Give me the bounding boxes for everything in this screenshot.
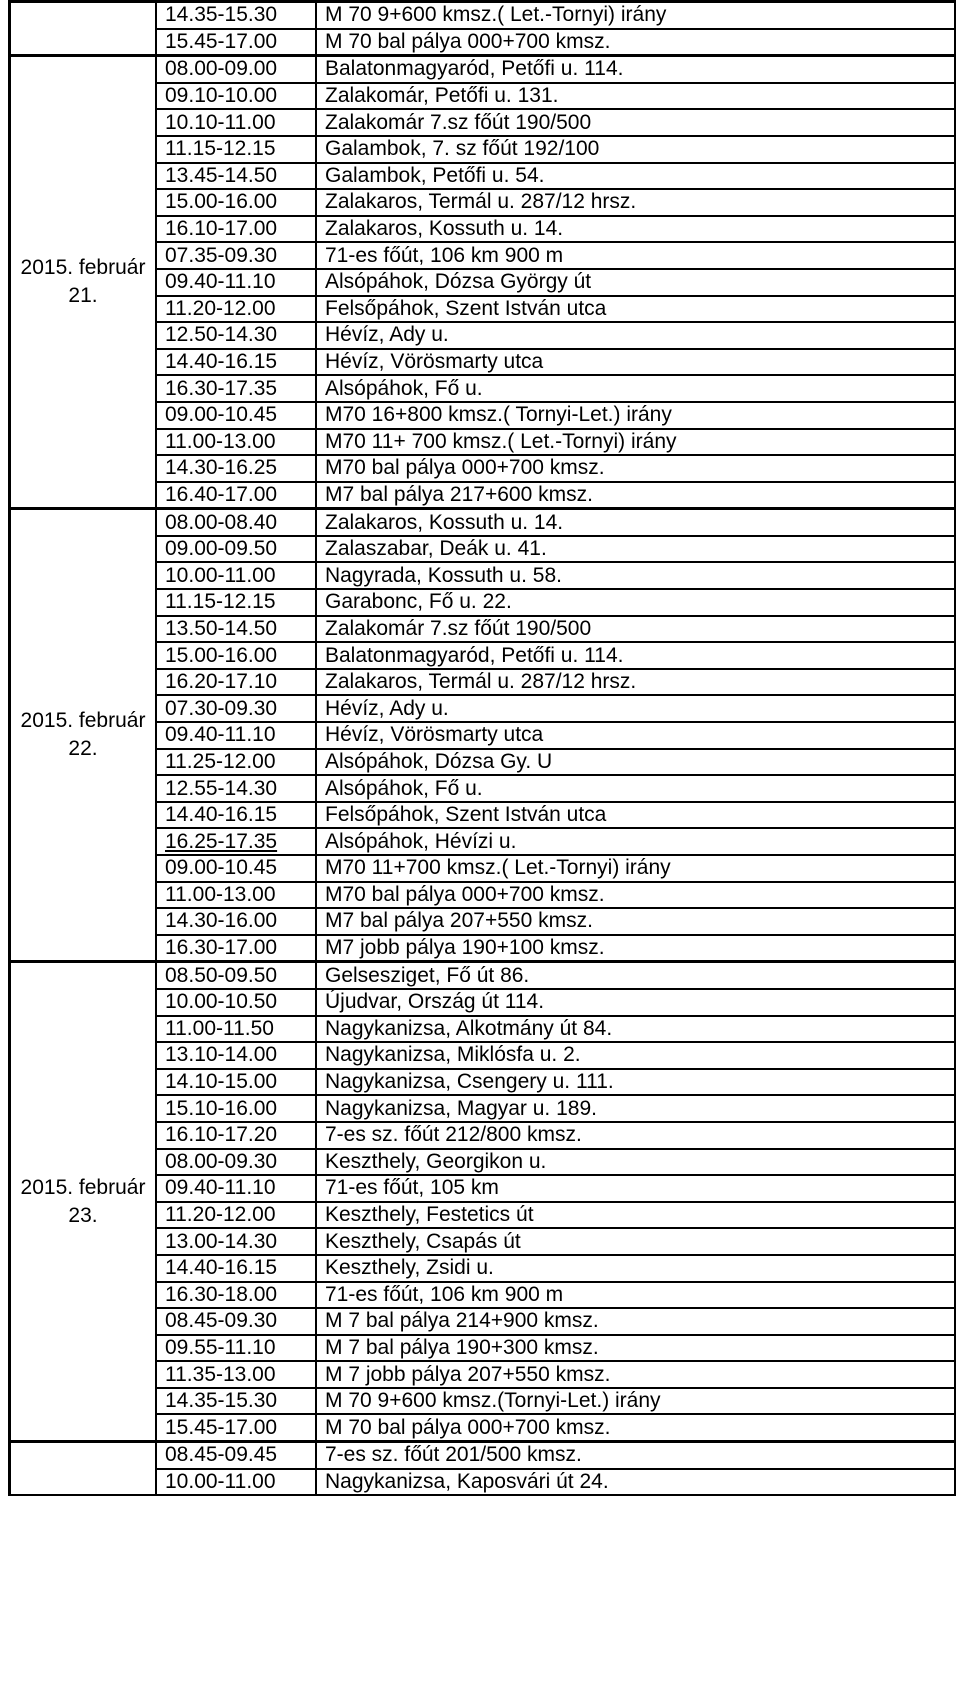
location-cell: M 7 bal pálya 190+300 kmsz. [316, 1335, 955, 1362]
location-cell: Keszthely, Zsidi u. [316, 1255, 955, 1282]
location-cell: Zalakaros, Termál u. 287/12 hrsz. [316, 189, 955, 216]
time-cell: 16.25-17.35 [156, 828, 316, 855]
location-cell: 71-es főút, 106 km 900 m [316, 1282, 955, 1309]
time-cell: 09.00-10.45 [156, 855, 316, 882]
time-cell: 11.35-13.00 [156, 1361, 316, 1388]
time-cell: 15.10-16.00 [156, 1095, 316, 1122]
location-cell: M 70 bal pálya 000+700 kmsz. [316, 1414, 955, 1441]
time-cell: 10.00-11.00 [156, 1469, 316, 1496]
location-cell: M7 bal pálya 207+550 kmsz. [316, 908, 955, 935]
location-cell: Zalakaros, Termál u. 287/12 hrsz. [316, 669, 955, 696]
time-cell: 14.35-15.30 [156, 1388, 316, 1415]
location-cell: Újudvar, Ország út 114. [316, 989, 955, 1016]
location-cell: Keszthely, Csapás út [316, 1228, 955, 1255]
time-cell: 11.00-13.00 [156, 882, 316, 909]
location-cell: Alsópáhok, Dózsa Gy. U [316, 749, 955, 776]
location-cell: Nagykanizsa, Kaposvári út 24. [316, 1469, 955, 1496]
time-cell: 09.10-10.00 [156, 83, 316, 110]
location-cell: Balatonmagyaród, Petőfi u. 114. [316, 56, 955, 83]
location-cell: Hévíz, Ady u. [316, 695, 955, 722]
location-cell: M 70 bal pálya 000+700 kmsz. [316, 29, 955, 56]
time-cell: 14.10-15.00 [156, 1069, 316, 1096]
location-cell: Nagykanizsa, Alkotmány út 84. [316, 1016, 955, 1043]
time-cell: 14.30-16.00 [156, 908, 316, 935]
location-cell: Zalakomár 7.sz főút 190/500 [316, 616, 955, 643]
location-cell: Zalakomár 7.sz főút 190/500 [316, 109, 955, 136]
time-cell: 16.10-17.00 [156, 216, 316, 243]
time-cell: 13.10-14.00 [156, 1042, 316, 1069]
time-cell: 09.40-11.10 [156, 1175, 316, 1202]
time-cell: 07.30-09.30 [156, 695, 316, 722]
location-cell: M7 bal pálya 217+600 kmsz. [316, 482, 955, 509]
time-cell: 12.55-14.30 [156, 775, 316, 802]
time-cell: 14.40-16.15 [156, 802, 316, 829]
time-cell: 16.20-17.10 [156, 669, 316, 696]
time-cell: 09.40-11.10 [156, 722, 316, 749]
location-cell: Nagykanizsa, Csengery u. 111. [316, 1069, 955, 1096]
location-cell: Felsőpáhok, Szent István utca [316, 296, 955, 323]
location-cell: Galambok, Petőfi u. 54. [316, 163, 955, 190]
location-cell: Zalakomár, Petőfi u. 131. [316, 83, 955, 110]
location-cell: 71-es főút, 106 km 900 m [316, 242, 955, 269]
time-cell: 08.45-09.45 [156, 1442, 316, 1469]
location-cell: Zalakaros, Kossuth u. 14. [316, 216, 955, 243]
location-cell: M7 jobb pálya 190+100 kmsz. [316, 935, 955, 962]
location-cell: Galambok, 7. sz főút 192/100 [316, 136, 955, 163]
location-cell: Zalaszabar, Deák u. 41. [316, 536, 955, 563]
date-cell: 2015. február 21. [10, 56, 157, 509]
date-cell [10, 1442, 157, 1496]
time-cell: 13.45-14.50 [156, 163, 316, 190]
time-cell: 16.40-17.00 [156, 482, 316, 509]
time-cell: 11.25-12.00 [156, 749, 316, 776]
location-cell: Alsópáhok, Fő u. [316, 375, 955, 402]
date-cell: 2015. február 23. [10, 962, 157, 1442]
time-cell: 16.30-17.35 [156, 375, 316, 402]
time-cell: 15.45-17.00 [156, 29, 316, 56]
location-cell: Keszthely, Festetics út [316, 1202, 955, 1229]
location-cell: 71-es főút, 105 km [316, 1175, 955, 1202]
schedule-table [8, 0, 956, 1496]
schedule-row [10, 962, 956, 989]
location-cell: Zalakaros, Kossuth u. 14. [316, 509, 955, 536]
time-cell: 15.00-16.00 [156, 642, 316, 669]
time-cell: 16.30-17.00 [156, 935, 316, 962]
date-cell [10, 2, 157, 56]
time-cell: 11.15-12.15 [156, 589, 316, 616]
time-cell: 08.00-08.40 [156, 509, 316, 536]
location-cell: Alsópáhok, Dózsa György út [316, 269, 955, 296]
time-cell: 16.10-17.20 [156, 1122, 316, 1149]
location-cell: M70 16+800 kmsz.( Tornyi-Let.) irány [316, 402, 955, 429]
location-cell: M 7 jobb pálya 207+550 kmsz. [316, 1361, 955, 1388]
location-cell: 7-es sz. főút 212/800 kmsz. [316, 1122, 955, 1149]
schedule-row [10, 56, 956, 83]
time-cell: 07.35-09.30 [156, 242, 316, 269]
time-cell: 11.15-12.15 [156, 136, 316, 163]
time-cell: 14.40-16.15 [156, 349, 316, 376]
schedule-row [10, 509, 956, 536]
time-cell: 10.00-10.50 [156, 989, 316, 1016]
location-cell: Nagyrada, Kossuth u. 58. [316, 562, 955, 589]
location-cell: M70 bal pálya 000+700 kmsz. [316, 882, 955, 909]
time-cell: 10.10-11.00 [156, 109, 316, 136]
location-cell: 7-es sz. főút 201/500 kmsz. [316, 1442, 955, 1469]
time-cell: 09.00-09.50 [156, 536, 316, 563]
time-cell: 09.40-11.10 [156, 269, 316, 296]
time-cell: 11.20-12.00 [156, 296, 316, 323]
time-cell: 14.30-16.25 [156, 455, 316, 482]
schedule-body [10, 2, 956, 1496]
time-cell: 15.45-17.00 [156, 1414, 316, 1441]
time-cell: 08.45-09.30 [156, 1308, 316, 1335]
time-cell: 08.00-09.00 [156, 56, 316, 83]
location-cell: Hévíz, Vörösmarty utca [316, 349, 955, 376]
time-cell: 09.00-10.45 [156, 402, 316, 429]
time-cell: 16.30-18.00 [156, 1282, 316, 1309]
location-cell: Garabonc, Fő u. 22. [316, 589, 955, 616]
location-cell: Hévíz, Ady u. [316, 322, 955, 349]
location-cell: Alsópáhok, Hévízi u. [316, 828, 955, 855]
location-cell: Hévíz, Vörösmarty utca [316, 722, 955, 749]
location-cell: Felsőpáhok, Szent István utca [316, 802, 955, 829]
time-cell: 08.00-09.30 [156, 1149, 316, 1176]
location-cell: M 7 bal pálya 214+900 kmsz. [316, 1308, 955, 1335]
time-cell: 10.00-11.00 [156, 562, 316, 589]
location-cell: M70 11+ 700 kmsz.( Let.-Tornyi) irány [316, 429, 955, 456]
location-cell: Alsópáhok, Fő u. [316, 775, 955, 802]
time-cell: 14.35-15.30 [156, 2, 316, 29]
time-cell: 13.00-14.30 [156, 1228, 316, 1255]
location-cell: M70 bal pálya 000+700 kmsz. [316, 455, 955, 482]
time-cell: 14.40-16.15 [156, 1255, 316, 1282]
time-cell: 08.50-09.50 [156, 962, 316, 989]
location-cell: M 70 9+600 kmsz.(Tornyi-Let.) irány [316, 1388, 955, 1415]
time-cell: 12.50-14.30 [156, 322, 316, 349]
time-cell: 11.20-12.00 [156, 1202, 316, 1229]
location-cell: Balatonmagyaród, Petőfi u. 114. [316, 642, 955, 669]
location-cell: Keszthely, Georgikon u. [316, 1149, 955, 1176]
date-cell: 2015. február 22. [10, 509, 157, 962]
location-cell: M70 11+700 kmsz.( Let.-Tornyi) irány [316, 855, 955, 882]
schedule-row [10, 1442, 956, 1469]
time-cell: 11.00-13.00 [156, 429, 316, 456]
location-cell: Gelsesziget, Fő út 86. [316, 962, 955, 989]
time-cell: 15.00-16.00 [156, 189, 316, 216]
time-cell: 11.00-11.50 [156, 1016, 316, 1043]
location-cell: Nagykanizsa, Miklósfa u. 2. [316, 1042, 955, 1069]
time-cell: 13.50-14.50 [156, 616, 316, 643]
time-cell: 09.55-11.10 [156, 1335, 316, 1362]
location-cell: M 70 9+600 kmsz.( Let.-Tornyi) irány [316, 2, 955, 29]
location-cell: Nagykanizsa, Magyar u. 189. [316, 1095, 955, 1122]
schedule-row [10, 2, 956, 29]
